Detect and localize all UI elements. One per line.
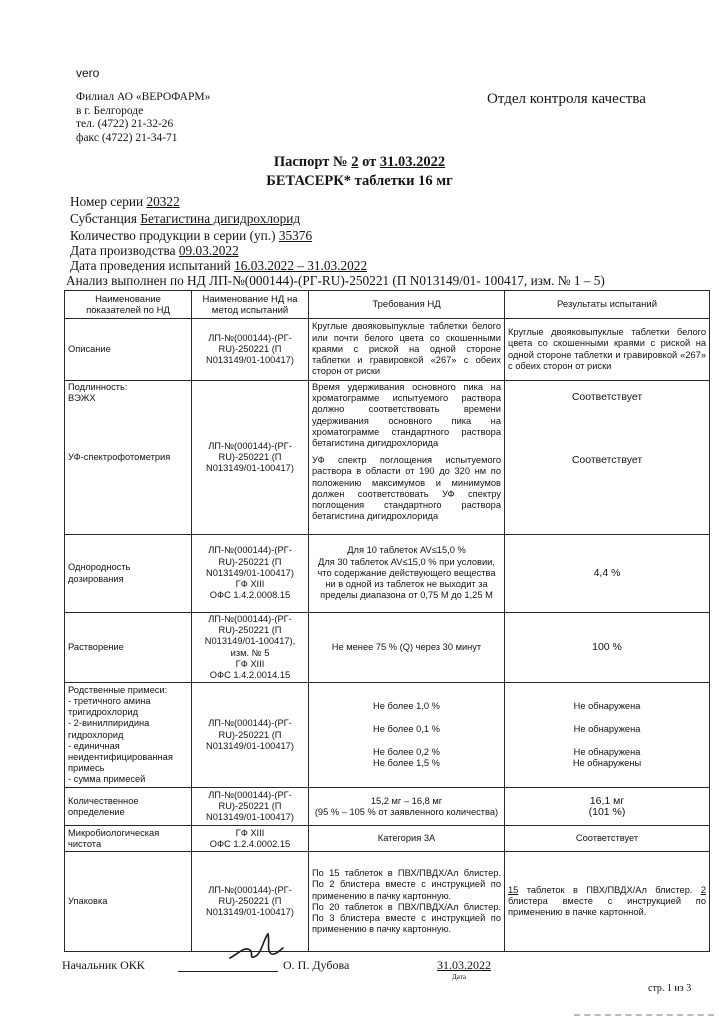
test-results-table	[64, 290, 710, 952]
indicator-cell: Упаковка	[65, 852, 192, 952]
result-cell: 16,1 мг (101 %)	[505, 788, 710, 826]
method-cell: ГФ XIII ОФС 1.2.4.0002.15	[192, 826, 309, 852]
testing-date-value: 16.03.2022 – 31.03.2022	[234, 258, 368, 273]
method-cell: ЛП-№(000144)-(РГ-RU)-250221 (П N013149/01-100417)	[192, 319, 309, 381]
result-cell: Соответствует	[505, 826, 710, 852]
series-value: 20322	[146, 194, 180, 209]
indicator-cell: Родственные примеси: - третичного амина тригидрохлорид - 2-винилпиридина гидрохлорид - единичная неидентифицированная примесь - сумма примесей	[65, 683, 192, 788]
series-line: Номер серии 20322	[70, 194, 180, 209]
company-name: Филиал АО «ВЕРОФАРМ»	[76, 91, 211, 103]
quantity-value: 35376	[278, 228, 313, 243]
requirement-cell: Не более 1,0 % Не более 0,1 % Не более 0,2 % Не более 1,5 %	[309, 683, 505, 788]
indicator-cell: Описание	[65, 319, 192, 381]
production-date-line: Дата производства 09.03.2022	[70, 243, 239, 258]
company-logo-text: vero	[76, 66, 100, 80]
header-indicator: Наименование показателей по НД	[65, 291, 192, 319]
result-cell: 100 %	[505, 613, 710, 683]
production-date-value: 09.03.2022	[178, 243, 239, 258]
substance-line: Субстанция Бетагистина дигидрохлорид	[70, 211, 301, 226]
table-row	[65, 683, 710, 788]
signature-date: 31.03.2022	[437, 958, 491, 972]
company-city: в г. Белгороде	[76, 104, 144, 117]
result-cell: 15 таблеток в ПВХ/ПВДХ/Ал блистер. 2 блистера вместе с инструкцией по применению в пачке картонной.	[505, 852, 710, 952]
indicator-cell: Однородность дозирования	[65, 535, 192, 613]
result-cell: Соответствует Соответствует	[505, 381, 710, 535]
header-requirement: Требования НД	[309, 291, 505, 319]
page-number: стр. 1 из 3	[648, 983, 692, 994]
company-address	[76, 91, 210, 145]
result-cell: Не обнаружена Не обнаружена Не обнаружена Не обнаружены	[505, 683, 710, 788]
scan-edge-artifact	[574, 1014, 714, 1016]
product-title: БЕТАСЕРК* таблетки 16 мг	[266, 173, 453, 189]
method-cell: ЛП-№(000144)-(РГ-RU)-250221 (П N013149/01-100417)	[192, 381, 309, 535]
requirement-cell: Категория 3А	[309, 826, 505, 852]
header-method: Наименование НД на метод испытаний	[192, 291, 309, 319]
passport-number: 2	[351, 154, 359, 170]
requirement-cell: Не менее 75 % (Q) через 30 минут	[309, 613, 505, 683]
head-of-qc-label: Начальник ОКК	[62, 958, 145, 972]
indicator-cell: Количественное определение	[65, 788, 192, 826]
table-row	[65, 852, 710, 952]
indicator-cell: Подлинность: ВЭЖХ УФ-спектрофотометрия	[65, 381, 192, 535]
company-phone: тел. (4722) 21-32-26	[76, 118, 174, 130]
result-cell: Круглые двояковыпуклые таблетки белого цвета со скошенными краями с риской на одной стороне таблетки и гравировкой «267» с обеих сторон от риски	[505, 319, 710, 381]
department-title: Отдел контроля качества	[487, 91, 646, 107]
header-result: Результаты испытаний	[505, 291, 710, 319]
method-cell: ЛП-№(000144)-(РГ-RU)-250221 (П N013149/01-100417), изм. № 5 ГФ XIII ОФС 1.4.2.0014.15	[192, 613, 309, 683]
method-cell: ЛП-№(000144)-(РГ-RU)-250221 (П N013149/01-100417)	[192, 683, 309, 788]
method-cell: ЛП-№(000144)-(РГ-RU)-250221 (П N013149/01-100417)	[192, 788, 309, 826]
signature-line	[178, 971, 278, 972]
requirement-cell: 15,2 мг – 16,8 мг (95 % – 105 % от заявленного количества)	[309, 788, 505, 826]
table-row	[65, 381, 710, 535]
quantity-line: Количество продукции в серии (уп.) 35376	[70, 228, 313, 243]
result-cell: 4,4 %	[505, 535, 710, 613]
head-of-qc-name: О. П. Дубова	[283, 958, 350, 972]
date-caption: Дата	[452, 973, 466, 981]
table-row	[65, 788, 710, 826]
table-row	[65, 319, 710, 381]
requirement-cell: Время удерживания основного пика на хроматограмме испытуемого раствора должно соответствовать времени удерживания основного пика на хроматограмме стандартного раствора бетагистина дигидрохлорида УФ спектр поглощения испытуемого раствора в области от 190 до 320 нм по положению максимумов и минимумов должен соответствовать УФ спектру поглощения стандартного раствора бетагистина дигидрохлорида	[309, 381, 505, 535]
table-row	[65, 826, 710, 852]
requirement-cell: Для 10 таблеток AV≤15,0 % Для 30 таблеток AV≤15,0 % при условии, что содержание действующего вещества ни в одной из таблеток не выходит за пределы диапазона от 0,75 M до 1,25 M	[309, 535, 505, 613]
testing-date-line: Дата проведения испытаний 16.03.2022 – 31.03.2022	[70, 258, 368, 273]
method-cell: ЛП-№(000144)-(РГ-RU)-250221 (П N013149/01-100417)	[192, 852, 309, 952]
analysis-reference: Анализ выполнен по НД ЛП-№(000144)-(РГ-RU)-250221 (П N013149/01- 100417, изм. № 1 – 5)	[66, 273, 605, 288]
passport-date: 31.03.2022	[379, 154, 446, 170]
requirement-cell: По 15 таблеток в ПВХ/ПВДХ/Ал блистер. По 2 блистера вместе с инструкцией по применению в пачку картонную. По 20 таблеток в ПВХ/ПВДХ/Ал блистер. По 3 блистера вместе с инструкцией по применению в пачку картонную.	[309, 852, 505, 952]
table-row	[65, 613, 710, 683]
company-fax: факс (4722) 21-34-71	[76, 131, 178, 144]
table-row	[65, 535, 710, 613]
table-header-row	[65, 291, 710, 319]
indicator-cell: Микробиологическая чистота	[65, 826, 192, 852]
requirement-cell: Круглые двояковыпуклые таблетки белого или почти белого цвета со скошенными краями с риской на одной стороне таблетки и гравировкой «267» с обеих сторон от риски	[309, 319, 505, 381]
handwritten-signature	[226, 928, 286, 964]
passport-title: Паспорт № 2 от 31.03.2022	[273, 154, 446, 170]
indicator-cell: Растворение	[65, 613, 192, 683]
method-cell: ЛП-№(000144)-(РГ-RU)-250221 (П N013149/01-100417) ГФ XIII ОФС 1.4.2.0008.15	[192, 535, 309, 613]
substance-value: Бетагистина дигидрохлорид	[140, 211, 301, 226]
